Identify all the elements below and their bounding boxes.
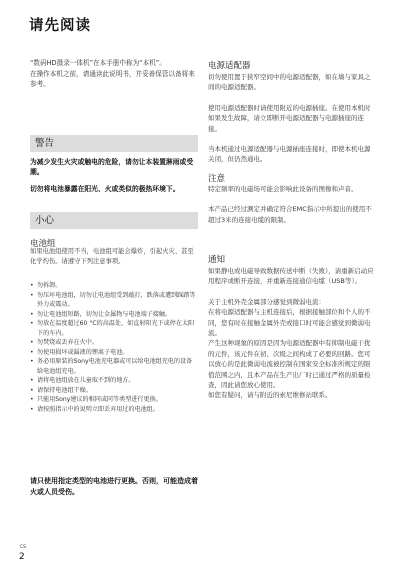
battery-replacement-note: 请只使用指定类型的电池进行更换。否则，可能造成着火或人员受伤。 (30, 477, 198, 496)
list-item-text: 请将电池组放在儿童取不到的地方。 (37, 377, 135, 384)
list-item-text: 勿放在温度超过60 °C的高温处，如直射阳光下或停在太阳下的车内。 (37, 320, 195, 337)
adapter-paragraph: 使用电源适配器时请使用附近的电源插座。在使用本机时如果发生故障，请立即断开电源适配器与电源插座的连接。 (208, 103, 371, 133)
intro-paragraph: 在操作本机之前，请通读此说明书，并妥善保管以备将来参考。 (30, 69, 195, 89)
language-code: CS (20, 545, 26, 550)
intro-paragraph: “数码HD摄录一体机”在本手册中称为“本机”。 (30, 59, 166, 67)
list-item-text: 勿压坏电池组，切勿让电池组受到敲打，跌落或遭到踩踏等外力或震动。 (37, 291, 196, 308)
intro-text (30, 58, 198, 90)
notice-paragraph: 如您有疑问，请与附近的索尼维修站联系。 (208, 391, 332, 400)
notice-heading: 通知 (208, 255, 226, 265)
caution-banner: 小心 (30, 212, 198, 229)
adapter-paragraph: 当本机通过电源适配器与电源插座连接时，即使本机电源关闭，但仍然通电。 (208, 145, 371, 164)
battery-intro-text: 如果电池组使用不当，电池组可能会爆炸，引起火灾、甚至化学灼伤。请遵守下列注意事项。 (30, 248, 194, 265)
list-item-text: 请按照指示中的说明立即丢弃用过的电池组。 (37, 405, 159, 413)
page-title: 请先阅读 (29, 18, 91, 34)
list-item-text: 勿让电池组短路，切勿让金属物与电池端子接触。 (37, 310, 172, 318)
battery-heading: 电池组 (30, 239, 56, 249)
notice-paragraph: 产生这种现象的原因是因为电源适配器中有抑制电磁干扰的元件，该元件在初、次级之间构成了必要的回路。您可以放心的是此微弱电流被控制在国家安全标准所规定的限值范围之内，且本产品在生产出厂时已通过严格的质量检查，因此请您放心使用。 (208, 339, 371, 390)
list-item: • 请按照指示中的说明立即丢弃用过的电池组。 (30, 405, 159, 413)
page-number: 2 (19, 552, 25, 562)
note-heading: 注意 (208, 174, 226, 184)
list-item-text: 务必用原装的Sony电池充电器或可以给电池组充电的设备给电池组充电。 (37, 358, 193, 375)
notice-paragraph: 如果静电或电磁导致数据传送中断（失败），请重新启动应用程序或断开连接，并重新连接通信电缆（USB等）。 (208, 267, 374, 286)
notice-paragraph: 关于主机外壳金属部分感觉到微弱电流： (208, 297, 325, 306)
list-item: • 勿压坏电池组，切勿让电池组受到敲打，跌落或遭到踩踏等外力或震动。 (30, 291, 196, 308)
list-item-text: 请保持电池组干燥。 (37, 386, 92, 394)
list-item-text: 勿使用损坏或漏液的锂离子电池。 (37, 348, 129, 356)
list-item: • 只能用Sony建议的相同或同等类型进行更换。 (30, 396, 162, 403)
list-item: • 勿焚烧或丢弃在火中。 (30, 339, 98, 346)
note-paragraph: 本产品已经过测定并确定符合EMC指示中所提出的使用不超过3米的连接电缆的限制。 (208, 205, 372, 224)
list-item: • 勿拆卸。 (30, 282, 62, 289)
list-item-text: 只能用Sony建议的相同或同等类型进行更换。 (37, 396, 162, 403)
list-item-text: 勿拆卸。 (37, 282, 62, 289)
adapter-paragraph: 切勿使用置于狭窄空间中的电源适配器，如在墙与家具之间的电源适配器。 (208, 73, 371, 92)
notice-paragraph: 在将电源适配器与主机连接后，根据接触部位和个人的不同，您有时在接触金属外壳或接口时可能会感觉到微弱电流。 (208, 308, 371, 338)
warning-text-heat: 切勿将电池暴露在阳光、火或类似的极热环境下。 (30, 185, 180, 193)
list-item: • 务必用原装的Sony电池充电器或可以给电池组充电的设备给电池组充电。 (30, 358, 193, 375)
note-text (208, 184, 376, 225)
battery-intro (30, 247, 198, 267)
warning-banner: 警告 (30, 135, 198, 152)
note-paragraph: 特定频率的电磁场可能会影响此设备的图像和声音。 (208, 185, 358, 193)
battery-precautions-list (30, 281, 198, 414)
warning-text-fire: 为减少发生火灾或触电的危险，请勿让本装置淋雨或受潮。 (30, 158, 194, 177)
adapter-text (208, 72, 376, 165)
list-item: • 勿放在温度超过60 °C的高温处，如直射阳光下或停在太阳下的车内。 (30, 320, 195, 337)
adapter-heading: 电源适配器 (208, 61, 251, 71)
list-item: • 勿使用损坏或漏液的锂离子电池。 (30, 348, 129, 356)
notice-text (208, 266, 376, 401)
list-item-text: 勿焚烧或丢弃在火中。 (37, 339, 98, 346)
list-item: • 勿让电池组短路，切勿让金属物与电池端子接触。 (30, 310, 172, 318)
list-item: • 请将电池组放在儿童取不到的地方。 (30, 377, 135, 384)
list-item: • 请保持电池组干燥。 (30, 386, 92, 394)
